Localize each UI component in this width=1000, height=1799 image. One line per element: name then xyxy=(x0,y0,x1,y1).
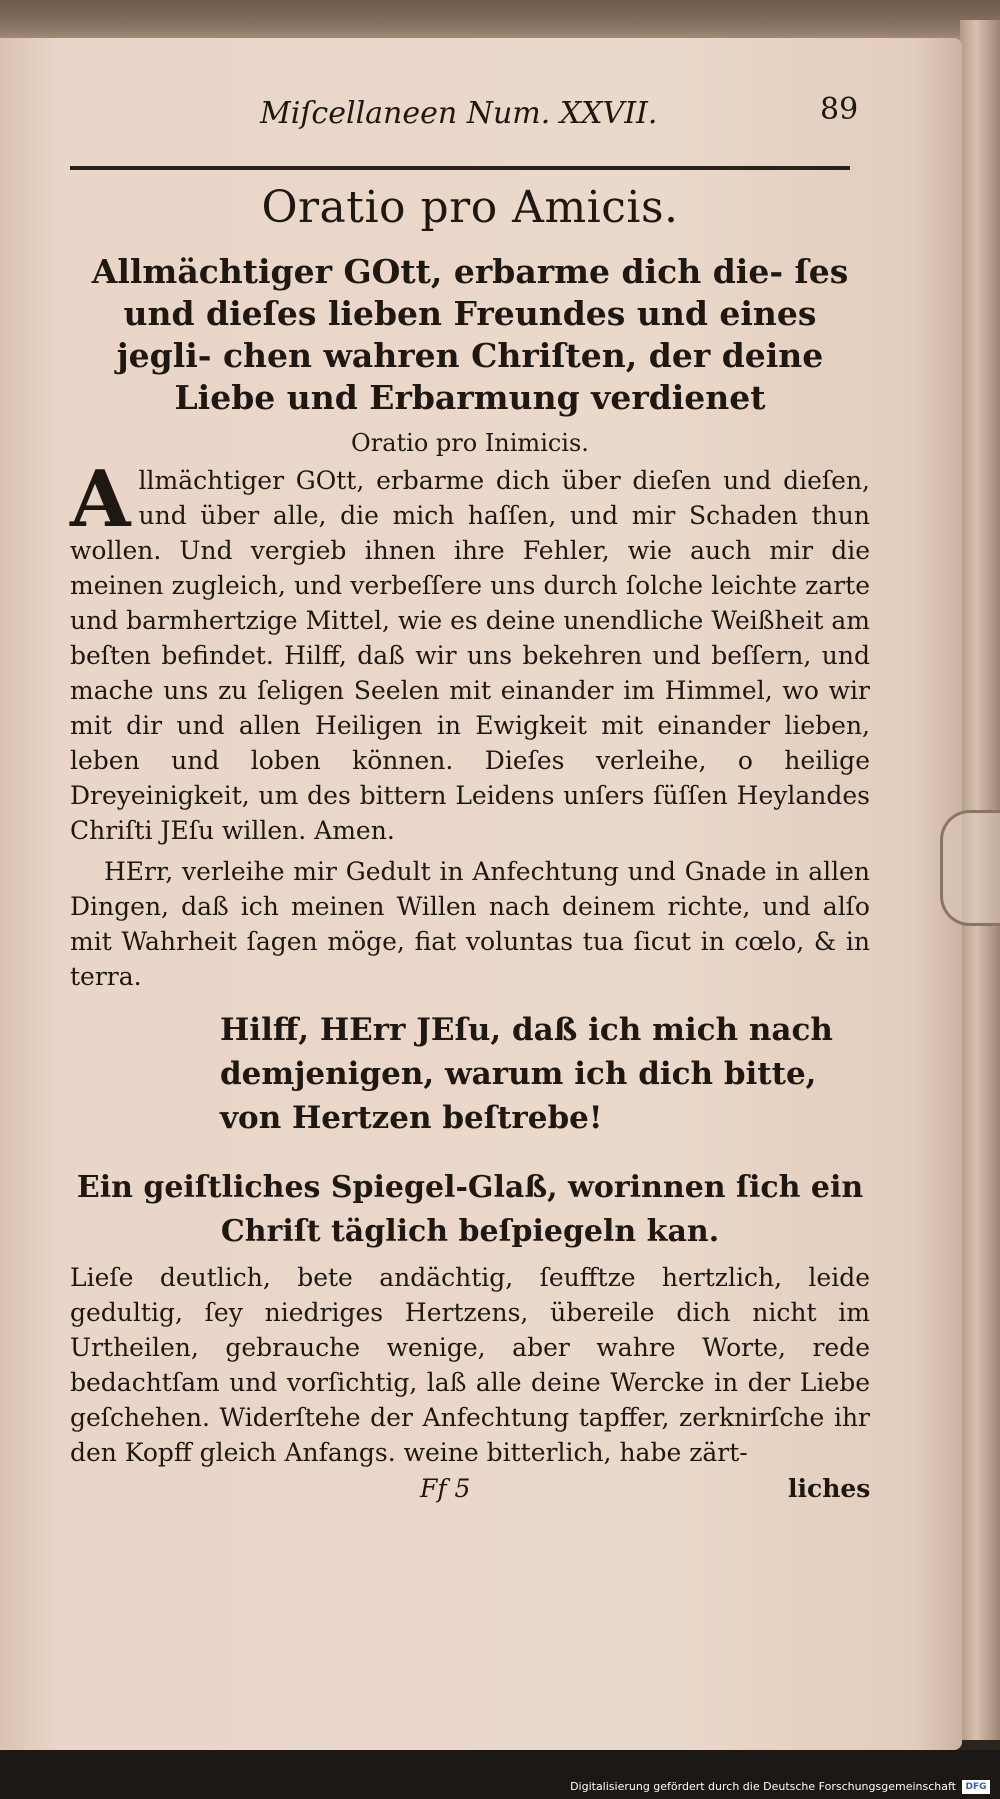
header-rule xyxy=(70,166,850,170)
drop-cap: A xyxy=(70,454,131,545)
running-title: Miſcellaneen Num. XXVII. xyxy=(260,96,658,131)
prayer-title: Oratio pro Amicis. xyxy=(261,182,679,233)
prayer-inimicis-paragraph xyxy=(70,454,870,848)
page-tab-marker xyxy=(940,810,1000,926)
page-number: 89 xyxy=(820,92,859,127)
page-footer xyxy=(70,1474,870,1514)
section-paragraph: Lieſe deutlich, bete andächtig, ſeufftze hertzlich, leide gedultig, ſey niedriges Hertzens, übereile dich nicht im Urtheilen, gebrauche wenige, aber wahre Worte, rede bedachtſam und vorſichtig, laß alle deine Wercke in der Liebe geſchehen. Widerſtehe der Anfechtung tapffer, zerknirſche ihr den Kopff gleich Anfangs. weine bitterlich, habe zärt- xyxy=(70,1263,870,1467)
digitization-credit: Digitalisierung gefördert durch die Deutsche Forschungsgemeinschaft xyxy=(570,1780,956,1793)
prayer-inimicis-text: llmächtiger GOtt, erbarme dich über dieſen und dieſen, und über alle, die mich haſſen, und mir Schaden thun wollen. Und vergieb ihnen ihre Fehler, wie auch mir die meinen zugleich, und verbeſſere uns durch ſolche leichte zarte und barmhertzige Mittel, wie es deine unendliche Weißheit am beſten befindet. Hilff, daß wir uns bekehren und beſſern, und mache uns zu ſeligen Seelen mit einander im Himmel, wo wir mit dir und allen Heiligen in Ewigkeit mit einander lieben, leben und loben können. Dieſes verleihe, o heilige Dreyeinigkeit, um des bittern Leidens unſers ſüſſen Heylandes Chriſti JEſu willen. Amen. xyxy=(70,466,870,845)
scan-footer-bar xyxy=(0,1750,1000,1799)
catchword: liches xyxy=(788,1474,871,1503)
herr-paragraph: HErr, verleihe mir Gedult in Anfechtung und Gnade in allen Dingen, daß ich meinen Willen nach deinem richte, und alſo mit Wahrheit ſagen möge, fiat voluntas tua ſicut in cœlo, & in terra. xyxy=(70,857,870,991)
dfg-logo: DFG xyxy=(962,1780,990,1794)
page-content xyxy=(70,60,870,1514)
section-title: Ein geiſtliches Spiegel-Glaß, worinnen ſich ein Chriſt täglich beſpiegeln kan. xyxy=(76,1170,864,1249)
hilff-line: Hilff, HErr JEſu, daß ich mich nach demjenigen, warum ich dich bitte, von Hertzen beſtrebe! xyxy=(220,1012,833,1136)
running-head xyxy=(70,60,870,131)
signature-mark: Ff 5 xyxy=(420,1474,471,1503)
subtitle-inimicis: Oratio pro Inimicis. xyxy=(351,429,589,457)
prayer-amicis-text: Allmächtiger GOtt, erbarme dich die- ſes und dieſes lieben Freundes und eines jegli- chen wahren Chriſten, der deine Liebe und Erbarmung verdienet xyxy=(91,252,849,417)
